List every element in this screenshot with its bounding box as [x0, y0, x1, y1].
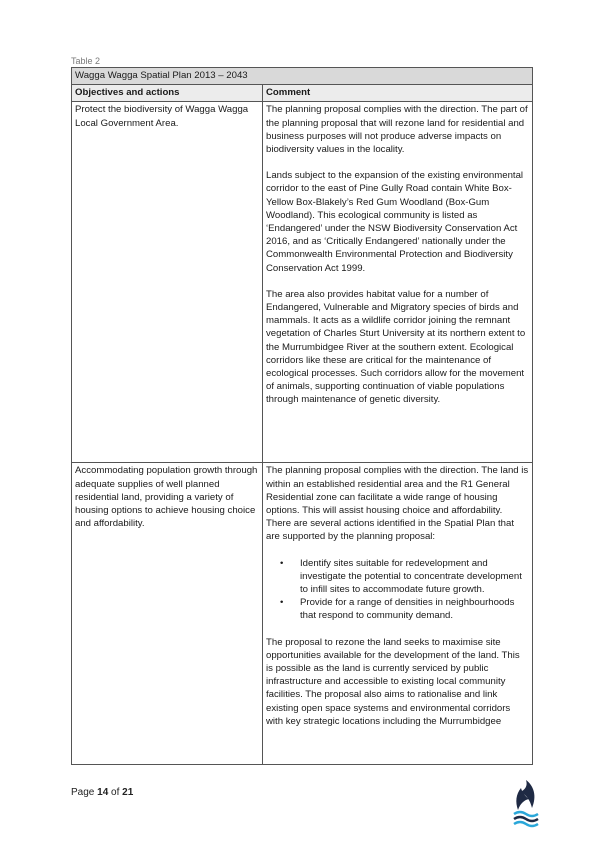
- objective-cell: [72, 102, 263, 463]
- page-footer: [71, 787, 133, 798]
- comment-paragraph: Lands subject to the expansion of the existing environmental corridor to the east of Pine Gully Road contain White Box-Yellow Box-Blakely’s Red Gum Woodland (Box-Gum Woodland). This ecological community is listed as ‘Endangered’ under the NSW Biodiversity Conservation Act 2016, and as ‘Critically Endangered’ nationally under the Commonwealth Environmental Protection and Biodiversity Conservation Act 1999.: [266, 170, 524, 274]
- page-total: 21: [122, 787, 134, 798]
- objective-cell: [72, 463, 263, 765]
- comment-paragraph: The proposal to rezone the land seeks to maximise site opportunities available for the development of the land. This is possible as the land is currently serviced by public infrastructure and accessible to existing local community facilities. The proposal also aims to rationalise and link existing open space systems and environmental corridors with key strategic locations including the Murrumbidgee: [266, 636, 520, 727]
- table-title: Wagga Wagga Spatial Plan 2013 – 2043: [72, 68, 533, 85]
- comment-paragraph: The area also provides habitat value for a number of Endangered, Vulnerable and Migratory species of birds and mammals. It acts as a wildlife corridor joining the remnant vegetation of Charles Sturt University at its northern extent to the Murrumbidgee River at the southern extent. Ecological corridors like these are critical for the maintenance of ecological processes. Such corridors allow for the movement of animals, supporting continuation of viable populations through maintenance of genetic diversity.: [266, 288, 526, 406]
- table-row: [72, 102, 533, 463]
- comment-cell: [263, 102, 533, 463]
- council-wave-logo-icon: [512, 778, 540, 830]
- column-header-comment: Comment: [263, 85, 533, 102]
- table-row: [72, 463, 533, 765]
- table-caption: Table 2: [71, 56, 101, 66]
- comment-cell: [263, 463, 533, 765]
- page-word: Page: [71, 787, 95, 798]
- actions-list: [266, 557, 529, 623]
- column-header-objectives: Objectives and actions: [72, 85, 263, 102]
- comment-paragraph: The planning proposal complies with the direction. The part of the planning proposal that will rezone land for residential and business purposes will not produce adverse impacts on biodiversity values in the locality.: [266, 104, 528, 156]
- page-current: 14: [97, 787, 109, 798]
- of-word: of: [111, 787, 120, 798]
- list-item: • Provide for a range of densities in neighbourhoods that respond to community demand.: [300, 596, 529, 622]
- objective-text: Accommodating population growth through adequate supplies of well planned residential land, providing a variety of housing options to achieve housing choice and affordability.: [75, 465, 258, 530]
- objective-text: Protect the biodiversity of Wagga Wagga Local Government Area.: [75, 104, 249, 129]
- spatial-plan-table: [71, 67, 533, 765]
- comment-paragraph: The planning proposal complies with the direction. The land is within an established residential area and the R1 General Residential zone can facilitate a wide range of housing options. This will assist housing choice and affordability. There are several actions identified in the Spatial Plan that are supported by the planning proposal:: [266, 465, 529, 543]
- list-item: • Identify sites suitable for redevelopment and investigate the potential to concentrate development to infill sites to accommodate future growth.: [300, 557, 529, 597]
